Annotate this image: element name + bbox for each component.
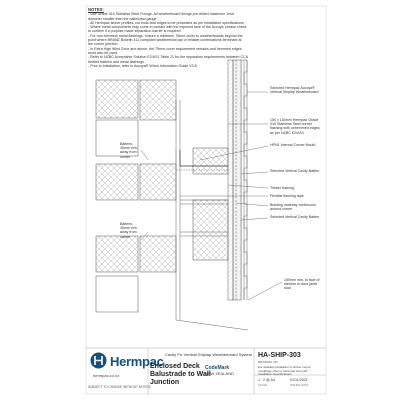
- callout-left-battens-2: Battens 45mm min. away from corner: [120, 222, 138, 239]
- note-line: - For non-trimmed/ metal flashings, ensure a minimum 75mm cover to weatherboards beyond the: [88, 33, 243, 38]
- callout-corner-mould: HPN1 Internal Corner Mould: [270, 143, 316, 147]
- note-line: to confirm if a purpose made separation barrier is required: [88, 29, 181, 34]
- brand-name: Hermpac: [110, 354, 164, 369]
- note-line: - All Hermpac timber profiles, cut ends and edges to be presealed as per installation specifications: [88, 20, 244, 25]
- callout-underlay: Building underlay continuous around corner: [270, 203, 316, 212]
- scale-label: SCALE: [258, 383, 268, 387]
- callout-dimension-note: 150mm min. to face of window or door jamb stud: [284, 278, 320, 291]
- drawing-title: [150, 363, 211, 386]
- note-line: - Prior to installation, refer to Accoya® Wood Information Guide V3.8: [88, 63, 197, 68]
- callout-weatherboard: Selected Hermpac Accoya® Vertical Shiplap Weatherboard: [270, 86, 319, 95]
- note-line: - Refer to NZBC Acceptable Solution E2/AS1 Table 21 for the separation requirements between CCA: [88, 55, 249, 60]
- issued-date: 01/11/2021: [290, 378, 308, 382]
- note-line: diameter smaller than the nail/screw gauge: [88, 16, 157, 21]
- drawing-code: HA-SHIP-303: [258, 352, 301, 359]
- note-line: treated battens and metal flashings: [88, 59, 144, 64]
- issued-date-label: ISSUED DATE: [290, 383, 309, 387]
- cavity-battens-stack: [228, 60, 241, 300]
- note-line: - Where metal components may come in contact with the exposed face of the Accoya, please check: [88, 25, 247, 30]
- scale-value: 1 : 2 @ A4: [258, 378, 275, 382]
- drawing-title-line: Junction: [150, 378, 180, 386]
- note-line: the corner junction: [88, 42, 118, 47]
- note-line: - Use Grade 316 Stainless Steel Fixings. All weatherboard fixings pre-drilled maximum 1mm: [88, 12, 235, 17]
- callout-timber-framing: Timber framing: [270, 186, 295, 190]
- drawing-title-line: Enclosed Deck: [150, 363, 200, 370]
- hermpac-logo-icon: [90, 352, 107, 369]
- note-line: - In Extra High Wind Zone and above, the 75mm cover requirement remains and hemmed edges: [88, 46, 242, 51]
- codemark-sub: NEW ZEALAND: [205, 371, 234, 376]
- subject-note: SUBJECT TO CHANGE WITHOUT NOTICE: [88, 385, 151, 389]
- callout-cavity-batten-2: Selected Vertical Cavity Batten: [270, 215, 320, 219]
- codemark-label: CodeMark: [205, 365, 230, 371]
- note-line: point where BRANZ Bulletin 411 compliant weathertwist tap or reliable combinations terminate at: [88, 38, 242, 43]
- system-name: Cavity Fix Vertical Shiplap Weatherboard System: [165, 352, 253, 357]
- drawing-title-line: Balustrade to Wall: [150, 370, 211, 378]
- callout-flexible-tape: Flexible flashing tape: [270, 194, 304, 198]
- disclaimer: For detailed installation of timber corner mouldings refer to Hermpac Accoya® Installation Specifications: [258, 365, 311, 377]
- timber-framing: [193, 148, 228, 174]
- timber-framing-lower: [193, 200, 228, 260]
- notes-block: [88, 8, 324, 68]
- weatherboard-wall: [241, 60, 247, 300]
- codemark-badge: [205, 365, 234, 376]
- callout-left-battens: Battens 45mm min. away from corner: [120, 142, 138, 159]
- callout-cavity-batten: Selected Vertical Cavity Batten: [270, 169, 320, 173]
- drawing-code-label: DRAWING NO.: [258, 360, 279, 364]
- note-line: must also be used: [88, 50, 118, 55]
- brand-website: hermpac.co.nz: [93, 373, 120, 378]
- notes-title: NOTES:: [88, 7, 104, 12]
- callout-corner-flashing: 150 x 150mm Hermpac Grade 316 Stainless Steel corner flashing with unhemmed edges as per NZBC E2/AS1: [270, 118, 320, 135]
- balustrade-boards: [96, 80, 176, 312]
